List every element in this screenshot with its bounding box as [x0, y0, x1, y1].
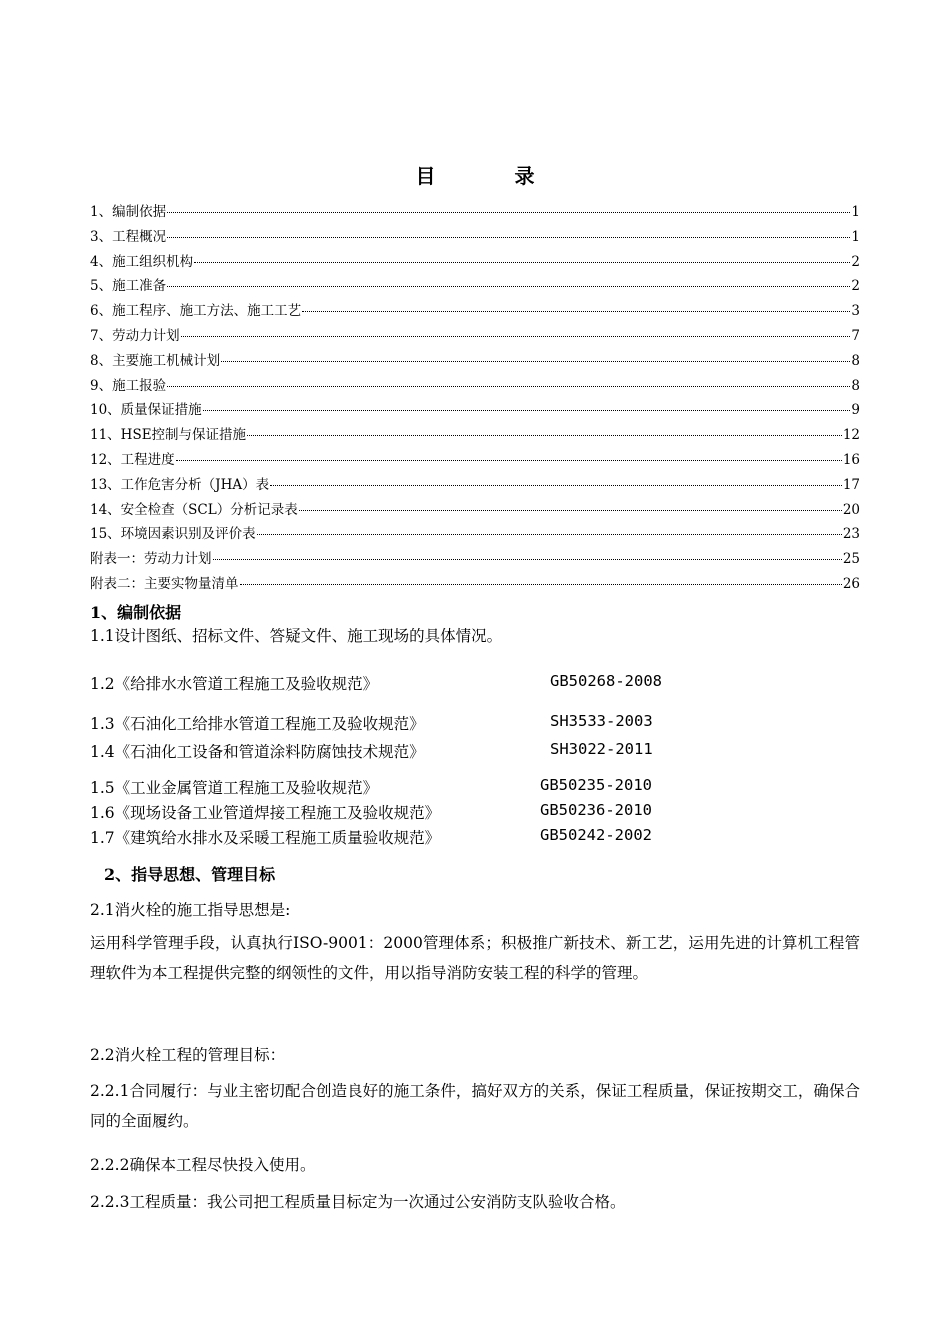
toc-leader-dots [194, 262, 850, 263]
toc-entry-label: 1、编制依据 [90, 204, 167, 220]
toc-entry-label: 3、工程概况 [90, 228, 167, 245]
toc-entry[interactable] [90, 274, 860, 299]
standard-name: 1.6《现场设备工业管道焊接工程施工及验收规范》 [90, 804, 441, 822]
toc-entry[interactable] [90, 547, 860, 572]
toc-entry-page: 9 [851, 402, 860, 419]
standard-code: SH3533-2003 [550, 712, 653, 730]
toc-entry-page: 26 [842, 575, 860, 592]
toc-entry-label: 6、施工程序、施工方法、施工工艺 [90, 303, 302, 320]
toc-leader-dots [213, 559, 842, 560]
standard-code: GB50235-2010 [540, 776, 652, 794]
toc-leader-dots [167, 386, 850, 387]
toc-entry-label: 13、工作危害分析（JHA）表 [90, 476, 270, 493]
toc-entry[interactable] [90, 299, 860, 324]
toc-entry-label: 14、安全检查（SCL）分析记录表 [90, 501, 298, 518]
toc-leader-dots [302, 311, 850, 312]
toc-leader-dots [167, 212, 850, 213]
toc-entry-page: 8 [851, 377, 860, 394]
toc-leader-dots [270, 485, 842, 486]
standard-code: GB50236-2010 [540, 801, 652, 819]
toc-entry[interactable] [90, 374, 860, 399]
toc-entry-page: 25 [842, 551, 860, 568]
section-2-1: 2.1消火栓的施工指导思想是: [90, 901, 291, 919]
toc-entry[interactable] [90, 498, 860, 523]
standard-code: GB50242-2002 [540, 826, 652, 844]
toc-entry[interactable] [90, 448, 860, 473]
toc-entry[interactable] [90, 423, 860, 448]
section-2-2: 2.2消火栓工程的管理目标： [90, 1046, 286, 1064]
toc-entry[interactable] [90, 200, 860, 225]
toc-entry-page: 17 [842, 476, 860, 493]
toc-title: 目 录 [415, 164, 571, 188]
toc-entry-label: 附表一：劳动力计划 [90, 551, 212, 568]
toc-entry-page: 1 [851, 204, 860, 220]
toc-leader-dots [203, 410, 851, 411]
toc-entry-page: 23 [842, 526, 860, 543]
toc-entry-label: 4、施工组织机构 [90, 253, 194, 270]
toc-entry-page: 1 [851, 228, 860, 245]
toc-leader-dots [221, 361, 850, 362]
toc-leader-dots [181, 336, 851, 337]
toc-entry-page: 20 [842, 501, 860, 518]
standard-code: GB50268-2008 [550, 672, 662, 690]
toc-entry-label: 10、质量保证措施 [90, 402, 202, 419]
section-2-2-2: 2.2.2确保本工程尽快投入使用。 [90, 1156, 316, 1174]
section-2-2-1: 2.2.1合同履行：与业主密切配合创造良好的施工条件，搞好双方的关系，保证工程质量，保证按期交工，确保合同的全面履约。 [90, 1082, 860, 1130]
toc-entry-page: 16 [842, 451, 860, 468]
toc-entry-label: 15、环境因素识别及评价表 [90, 526, 256, 543]
toc-entry[interactable] [90, 324, 860, 349]
table-of-contents [90, 200, 860, 597]
toc-entry-label: 5、施工准备 [90, 278, 167, 295]
toc-entry-label: 附表二：主要实物量清单 [90, 575, 239, 592]
toc-entry-page: 8 [851, 352, 860, 369]
toc-entry[interactable] [90, 349, 860, 374]
standard-code: SH3022-2011 [550, 740, 653, 758]
section-1-heading: 1、编制依据 [90, 603, 182, 622]
toc-entry-label: 11、HSE控制与保证措施 [90, 427, 247, 444]
toc-leader-dots [299, 510, 842, 511]
toc-entry[interactable] [90, 473, 860, 498]
toc-entry-page: 7 [851, 327, 860, 344]
toc-entry[interactable] [90, 225, 860, 250]
toc-leader-dots [167, 237, 850, 238]
toc-entry[interactable] [90, 398, 860, 423]
toc-leader-dots [247, 435, 842, 436]
toc-leader-dots [176, 460, 842, 461]
toc-entry-page: 12 [842, 427, 860, 444]
toc-leader-dots [257, 534, 842, 535]
standard-name: 1.2《给排水水管道工程施工及验收规范》 [90, 675, 379, 693]
section-2-heading: 2、指导思想、管理目标 [104, 865, 276, 884]
toc-leader-dots [167, 286, 850, 287]
toc-entry-page: 2 [851, 253, 860, 270]
toc-entry[interactable] [90, 522, 860, 547]
toc-leader-dots [240, 584, 842, 585]
toc-entry-label: 8、主要施工机械计划 [90, 352, 221, 369]
toc-entry-label: 7、劳动力计划 [90, 327, 180, 344]
toc-entry-label: 9、施工报验 [90, 377, 167, 394]
standard-name: 1.5《工业金属管道工程施工及验收规范》 [90, 779, 379, 797]
toc-entry-label: 12、工程进度 [90, 451, 175, 468]
toc-entry[interactable] [90, 572, 860, 597]
toc-entry-page: 3 [851, 303, 860, 320]
toc-entry-page: 2 [851, 278, 860, 295]
standard-name: 1.3《石油化工给排水管道工程施工及验收规范》 [90, 715, 425, 733]
standard-name: 1.7《建筑给水排水及采暖工程施工质量验收规范》 [90, 829, 441, 847]
section-2-1-body: 运用科学管理手段，认真执行ISO-9001：2000管理体系；积极推广新技术、新工艺，运用先进的计算机工程管理软件为本工程提供完整的纲领性的文件，用以指导消防安装工程的科学的管理。 [90, 934, 860, 982]
toc-entry[interactable] [90, 250, 860, 275]
section-2-2-3: 2.2.3工程质量：我公司把工程质量目标定为一次通过公安消防支队验收合格。 [90, 1193, 626, 1211]
standard-name: 1.4《石油化工设备和管道涂料防腐蚀技术规范》 [90, 743, 425, 761]
section-1-intro: 1.1设计图纸、招标文件、答疑文件、施工现场的具体情况。 [90, 627, 503, 645]
